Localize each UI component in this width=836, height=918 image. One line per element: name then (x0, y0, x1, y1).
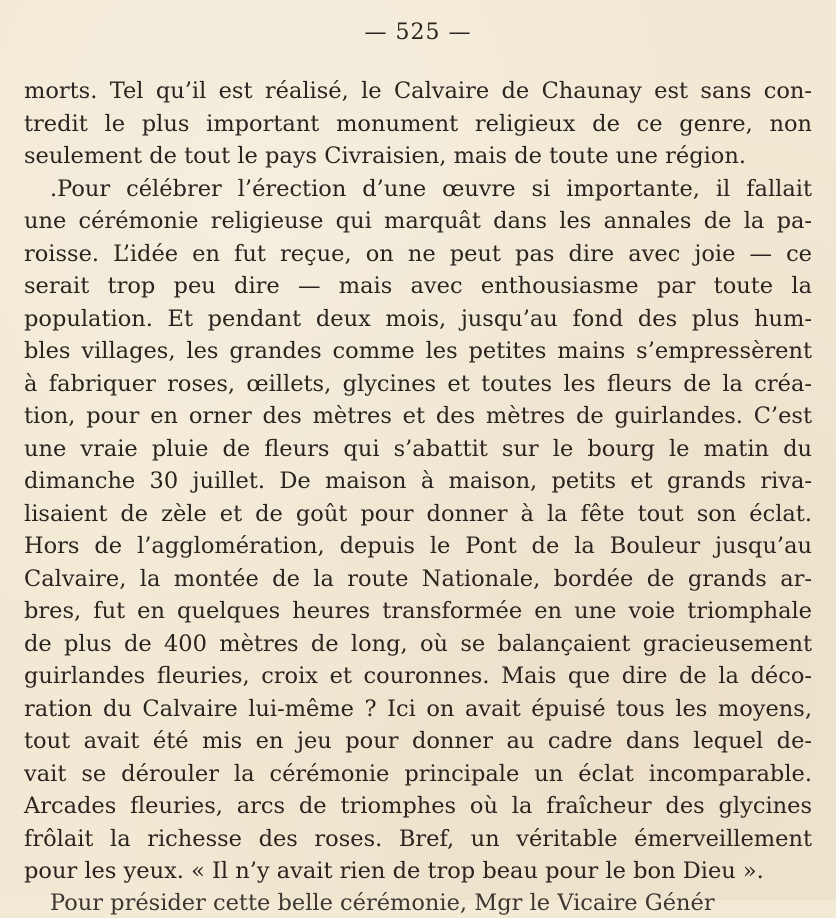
text-line: tout avait été mis en jeu pour donner au cadre dans lequel de- (24, 728, 812, 754)
text-line: Arcades fleuries, arcs de triomphes où la fraîcheur des glycines (24, 793, 812, 819)
text-line: bles villages, les grandes comme les petites mains s’empressèrent (24, 338, 812, 364)
text-line: tredit le plus important monument religieux de ce genre, non (24, 110, 812, 137)
text-line: population. Et pendant deux mois, jusqu’au fond des plus hum- (24, 305, 812, 332)
text-line: de plus de 400 mètres de long, où se balançaient gracieusement (24, 630, 812, 657)
text-line: ration du Calvaire lui-même ? Ici on avait épuisé tous les moyens, (24, 695, 812, 722)
body-text (24, 75, 812, 916)
text-line: morts. Tel qu’il est réalisé, le Calvaire de Chaunay est sans con- (24, 78, 812, 104)
text-line: .Pour célébrer l’érection d’une œuvre si importante, il fallait (50, 175, 812, 202)
text-line: pour les yeux. « Il n’y avait rien de trop beau pour le bon Dieu ». (24, 858, 764, 884)
text-line: serait trop peu dire — mais avec enthousiasme par toute la (24, 273, 812, 299)
text-line-cut-off: Pour présider cette belle cérémonie, Mgr le Vicaire Génér (50, 889, 715, 916)
text-line: une vraie pluie de fleurs qui s’abattit sur le bourg le matin du (24, 435, 812, 462)
text-line: une cérémonie religieuse qui marquât dans les annales de la pa- (24, 208, 812, 234)
text-line: seulement de tout le pays Civraisien, mais de toute une région. (24, 143, 746, 169)
page-number: — 525 — (364, 20, 472, 45)
text-line: bres, fut en quelques heures transformée en une voie triomphale (24, 598, 812, 624)
text-line: roisse. L’idée en fut reçue, on ne peut pas dire avec joie — ce (24, 240, 812, 267)
text-line: Calvaire, la montée de la route Nationale, bordée de grands ar- (24, 565, 812, 592)
text-line: tion, pour en orner des mètres et des mètres de guirlandes. C’est (24, 403, 812, 429)
text-line: lisaient de zèle et de goût pour donner à la fête tout son éclat. (24, 500, 812, 527)
text-line: guirlandes fleuries, croix et couronnes. Mais que dire de la déco- (24, 663, 812, 689)
text-line: dimanche 30 juillet. De maison à maison, petits et grands riva- (24, 468, 812, 494)
text-line: Hors de l’agglomération, depuis le Pont de la Bouleur jusqu’au (24, 533, 812, 559)
text-line: à fabriquer roses, œillets, glycines et toutes les fleurs de la créa- (24, 370, 812, 397)
text-line: frôlait la richesse des roses. Bref, un véritable émerveillement (24, 825, 812, 852)
text-line: vait se dérouler la cérémonie principale un éclat incomparable. (24, 760, 812, 787)
